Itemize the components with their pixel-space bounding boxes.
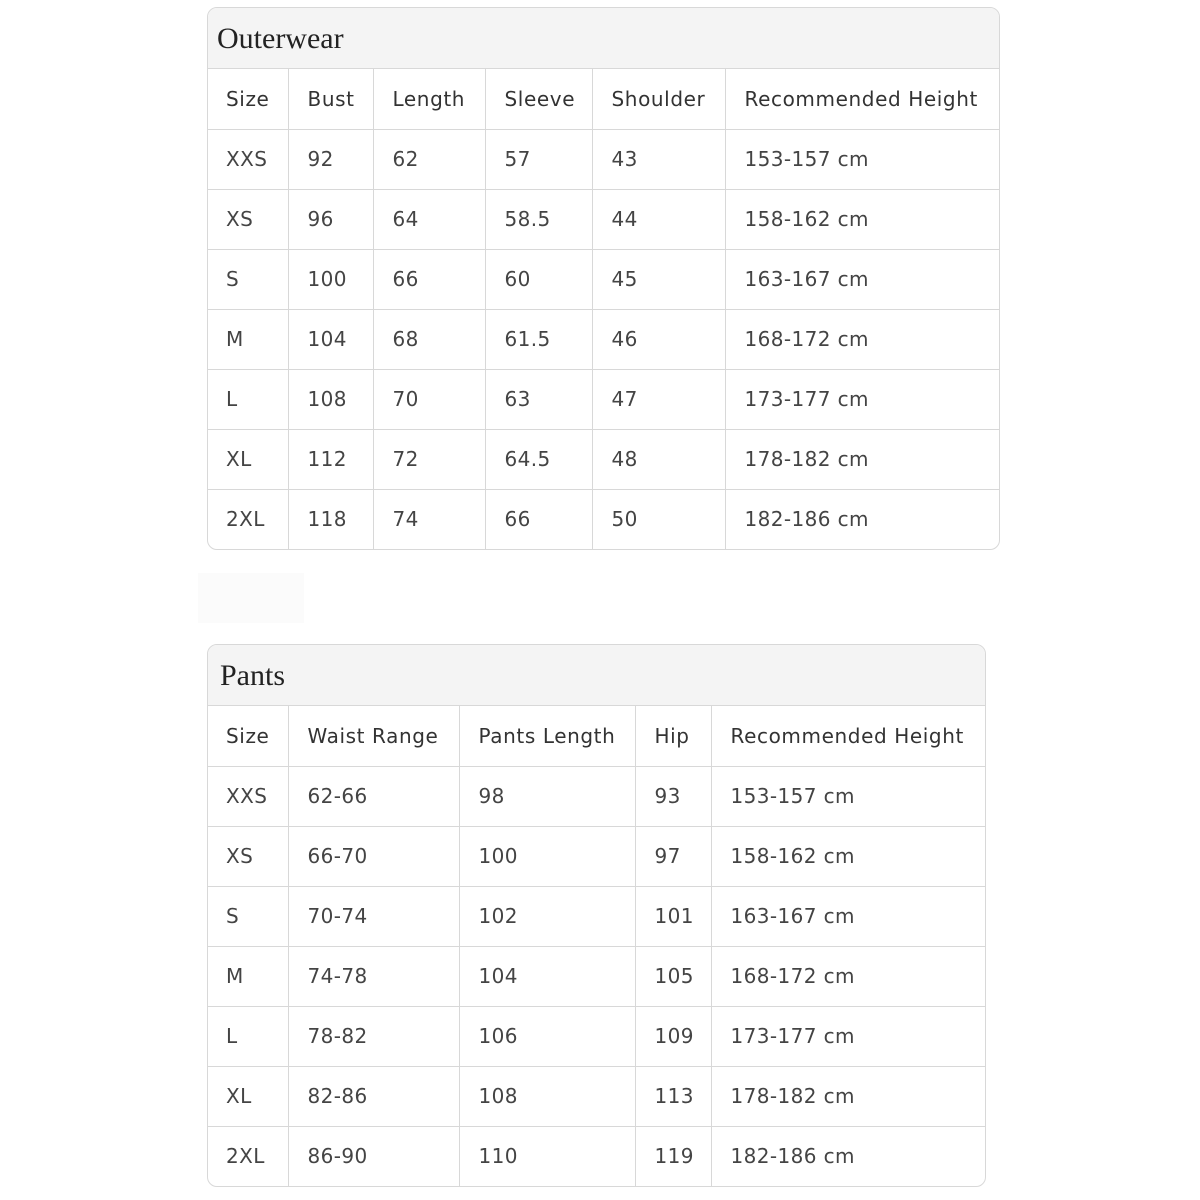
- column-header: Waist Range: [288, 706, 459, 766]
- table-row: [208, 309, 999, 369]
- table-row: [208, 369, 999, 429]
- table-cell: 104: [288, 309, 373, 369]
- table-row: [208, 489, 999, 549]
- table-cell: XS: [208, 189, 288, 249]
- table-cell: 178-182 cm: [725, 429, 999, 489]
- table-row: [208, 1006, 985, 1066]
- table-cell: 66: [485, 489, 592, 549]
- table-cell: 48: [592, 429, 725, 489]
- table-cell: XS: [208, 826, 288, 886]
- table-cell: 100: [459, 826, 635, 886]
- column-header: Recommended Height: [725, 69, 999, 129]
- table-cell: 93: [635, 766, 711, 826]
- table-cell: 57: [485, 129, 592, 189]
- table-cell: 92: [288, 129, 373, 189]
- table-cell: 66: [373, 249, 485, 309]
- table-header-row: [208, 706, 985, 766]
- table-cell: 153-157 cm: [725, 129, 999, 189]
- table-cell: 173-177 cm: [711, 1006, 985, 1066]
- column-header: Size: [208, 706, 288, 766]
- table-cell: 113: [635, 1066, 711, 1126]
- table-row: [208, 249, 999, 309]
- column-header: Length: [373, 69, 485, 129]
- table-cell: 158-162 cm: [711, 826, 985, 886]
- table-cell: 70-74: [288, 886, 459, 946]
- table-cell: 50: [592, 489, 725, 549]
- table-cell: 68: [373, 309, 485, 369]
- outerwear-size-table: [207, 7, 1000, 550]
- column-header: Size: [208, 69, 288, 129]
- column-header: Hip: [635, 706, 711, 766]
- table-cell: 64.5: [485, 429, 592, 489]
- table-cell: 46: [592, 309, 725, 369]
- table-row: [208, 766, 985, 826]
- table-cell: 66-70: [288, 826, 459, 886]
- table-cell: S: [208, 249, 288, 309]
- table-cell: 110: [459, 1126, 635, 1186]
- table-cell: XXS: [208, 766, 288, 826]
- table-cell: 96: [288, 189, 373, 249]
- table-row: [208, 429, 999, 489]
- column-header: Pants Length: [459, 706, 635, 766]
- table-cell: 64: [373, 189, 485, 249]
- table-cell: 86-90: [288, 1126, 459, 1186]
- table-row: [208, 129, 999, 189]
- table-cell: 153-157 cm: [711, 766, 985, 826]
- table-cell: 102: [459, 886, 635, 946]
- table-cell: 182-186 cm: [730, 1144, 855, 1169]
- table-cell: 101: [635, 886, 711, 946]
- table-cell: 106: [459, 1006, 635, 1066]
- table-row: [208, 886, 985, 946]
- table-cell: 109: [635, 1006, 711, 1066]
- table-cell: 105: [635, 946, 711, 1006]
- table-cell: 104: [459, 946, 635, 1006]
- table-cell: S: [208, 886, 288, 946]
- table-cell: 178-182 cm: [711, 1066, 985, 1126]
- table-cell: 119: [635, 1126, 711, 1186]
- table-cell: 173-177 cm: [725, 369, 999, 429]
- table-cell: 163-167 cm: [725, 249, 999, 309]
- pants-title: Pants: [208, 645, 985, 706]
- table-cell: 100: [288, 249, 373, 309]
- table-cell: 168-172 cm: [725, 309, 999, 369]
- table-cell: 60: [485, 249, 592, 309]
- outerwear-title: Outerwear: [208, 8, 999, 69]
- table-cell: XXS: [208, 129, 288, 189]
- table-cell: 47: [592, 369, 725, 429]
- column-header: Shoulder: [592, 69, 725, 129]
- table-cell: 58.5: [485, 189, 592, 249]
- table-cell: 70: [373, 369, 485, 429]
- outerwear-table: [208, 69, 999, 549]
- table-cell: 118: [288, 489, 373, 549]
- table-cell: 44: [592, 189, 725, 249]
- table-row: [208, 189, 999, 249]
- table-cell: 108: [288, 369, 373, 429]
- table-cell: 74: [373, 489, 485, 549]
- table-cell: M: [208, 309, 288, 369]
- table-cell: 72: [373, 429, 485, 489]
- table-cell: 163-167 cm: [711, 886, 985, 946]
- table-row: [208, 826, 985, 886]
- table-cell: 78-82: [288, 1006, 459, 1066]
- column-header: Sleeve: [485, 69, 592, 129]
- table-cell: 62: [373, 129, 485, 189]
- table-cell: 182-186 cm: [744, 507, 869, 532]
- pants-table: [208, 706, 985, 1186]
- pants-size-table: [207, 644, 986, 1187]
- table-cell: 82-86: [288, 1066, 459, 1126]
- table-cell: 63: [485, 369, 592, 429]
- table-cell: M: [208, 946, 288, 1006]
- table-cell: 112: [288, 429, 373, 489]
- table-cell: L: [208, 369, 288, 429]
- table-cell: 2XL: [208, 489, 288, 549]
- table-header-row: [208, 69, 999, 129]
- table-cell: 168-172 cm: [711, 946, 985, 1006]
- table-row: [208, 1126, 985, 1186]
- table-cell: 2XL: [208, 1126, 288, 1186]
- table-cell: 158-162 cm: [725, 189, 999, 249]
- table-cell: XL: [208, 429, 288, 489]
- table-cell: 98: [459, 766, 635, 826]
- table-cell: L: [208, 1006, 288, 1066]
- table-row: [208, 1066, 985, 1126]
- table-cell: 61.5: [485, 309, 592, 369]
- table-cell: 62-66: [288, 766, 459, 826]
- column-header: Bust: [288, 69, 373, 129]
- table-cell: 43: [592, 129, 725, 189]
- table-cell: 108: [459, 1066, 635, 1126]
- table-row: [208, 946, 985, 1006]
- table-cell: 45: [592, 249, 725, 309]
- table-cell: 97: [635, 826, 711, 886]
- table-cell: 74-78: [288, 946, 459, 1006]
- faded-watermark: [198, 573, 304, 623]
- table-cell: XL: [208, 1066, 288, 1126]
- column-header: Recommended Height: [711, 706, 985, 766]
